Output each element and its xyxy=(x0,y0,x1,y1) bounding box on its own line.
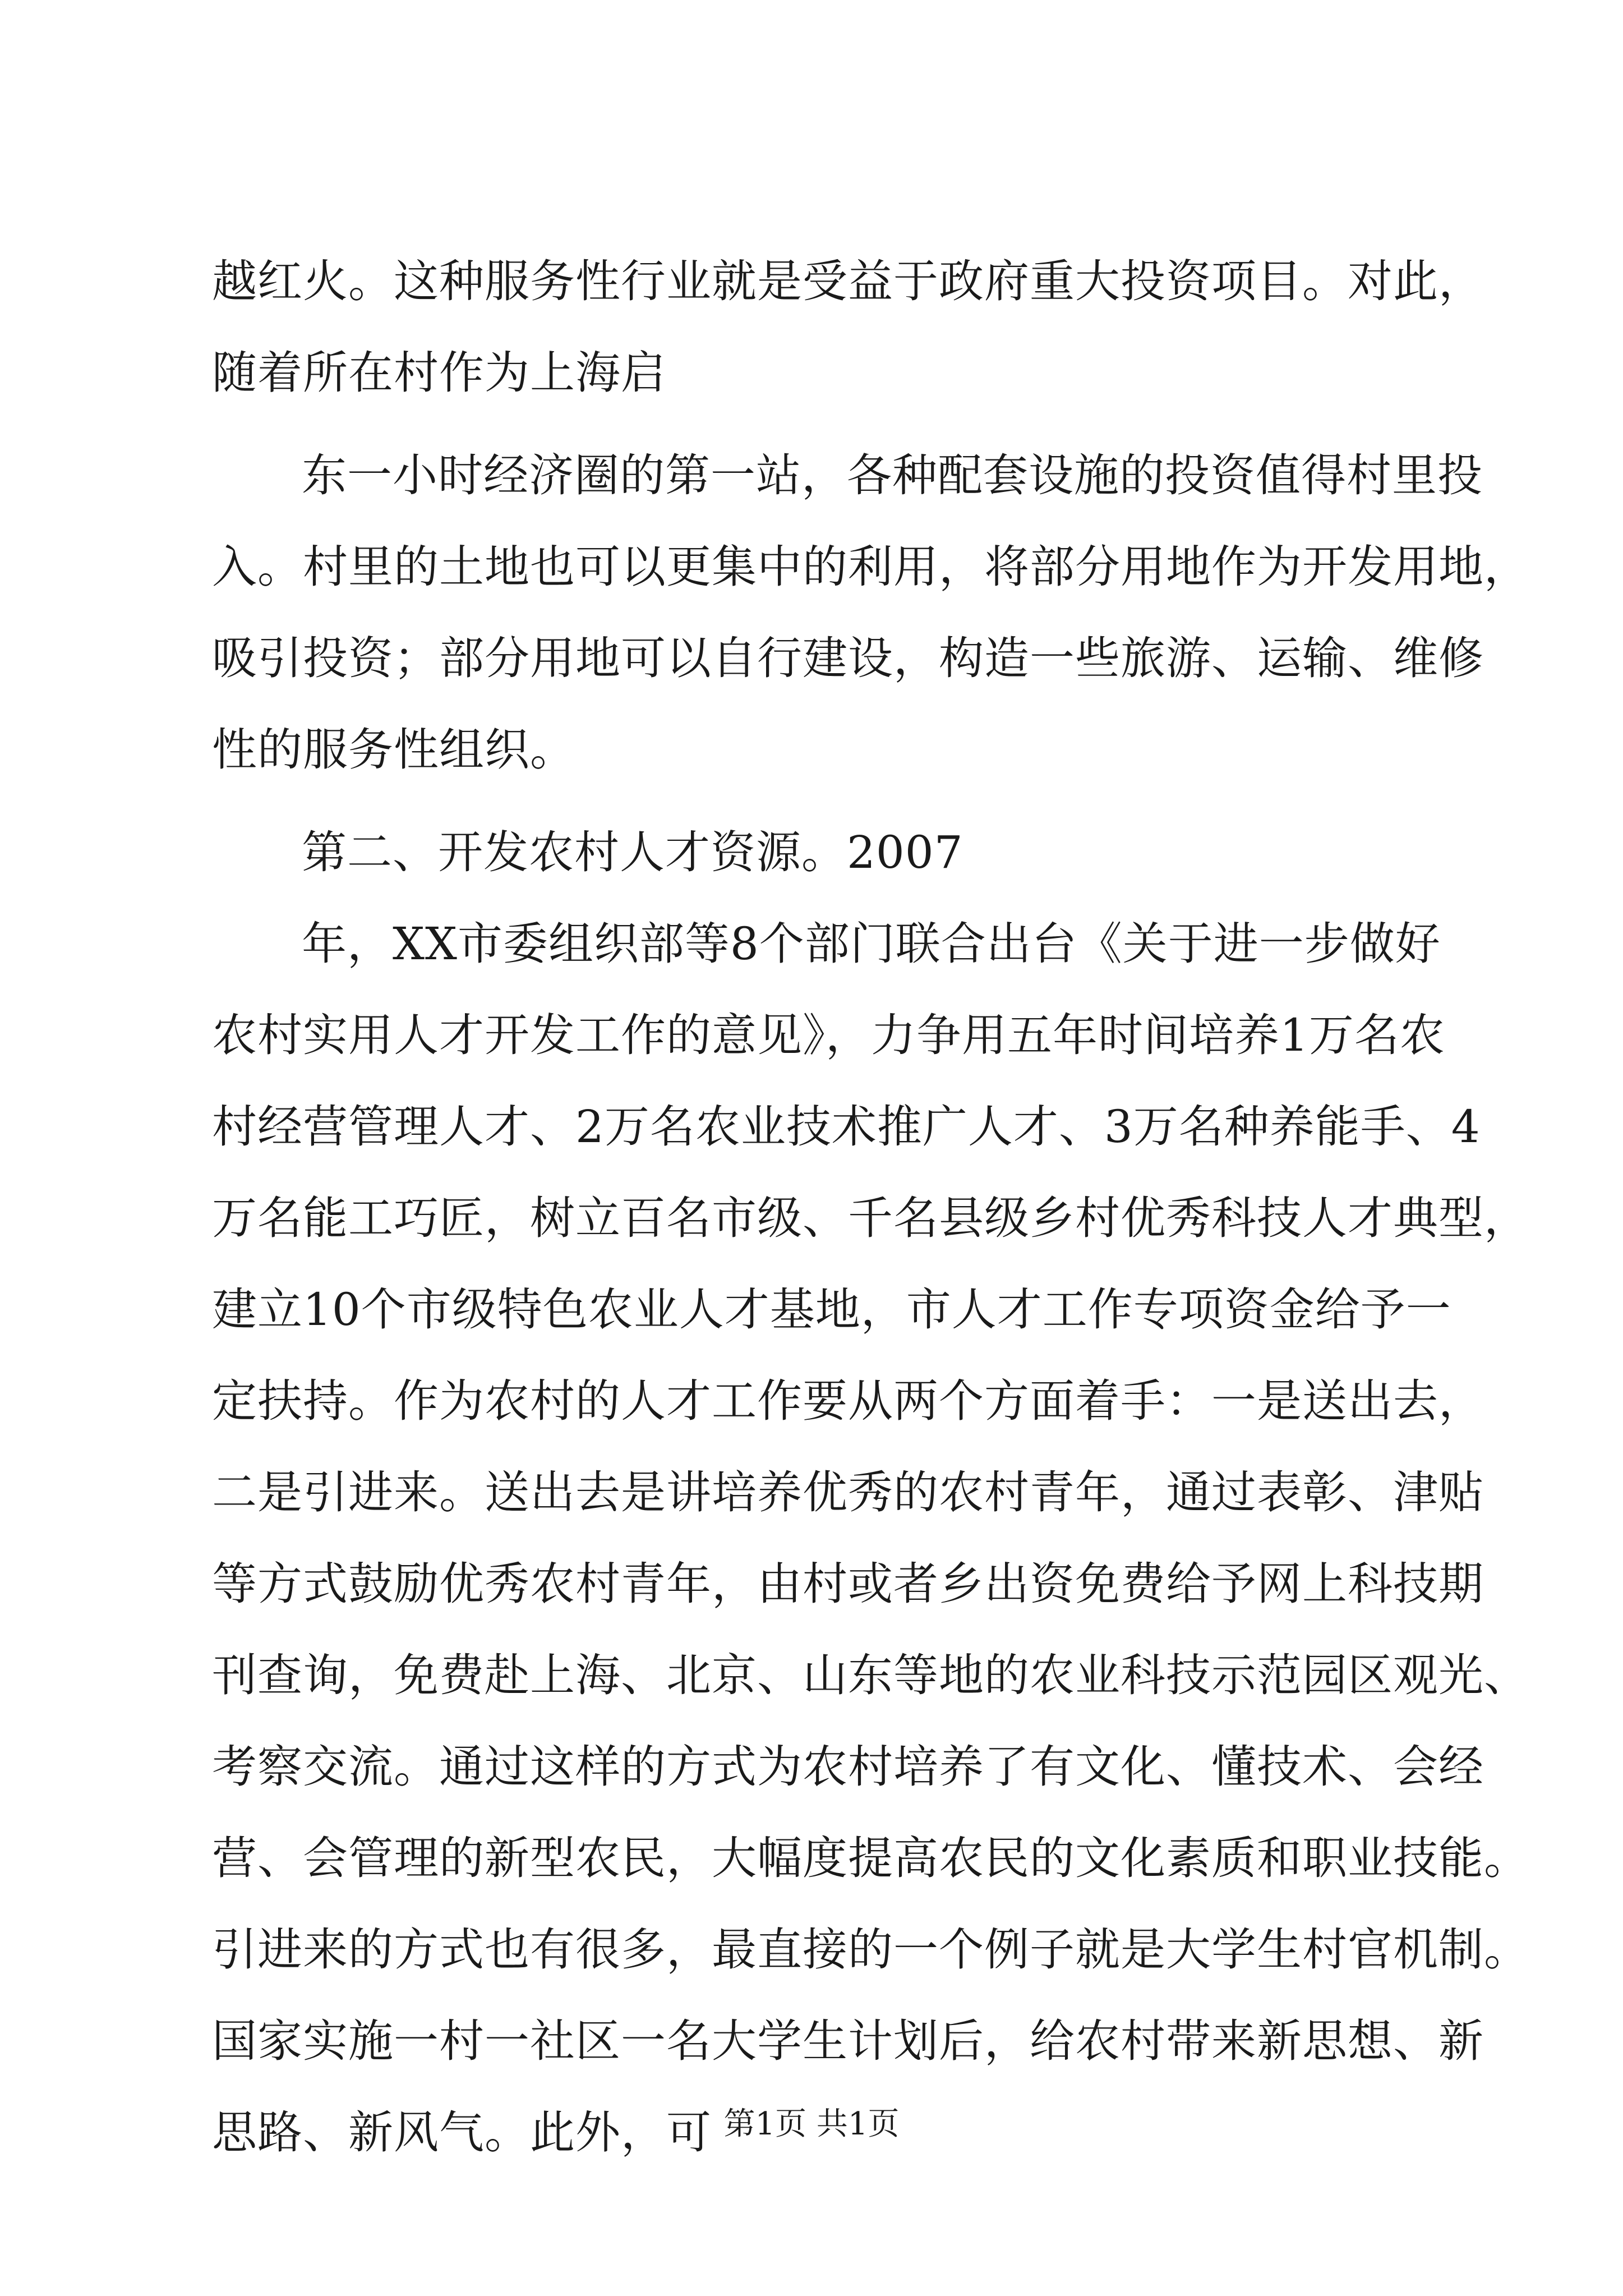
text-line: 定扶持。作为农村的人才工作要从两个方面着手：一是送出去， xyxy=(212,1375,1484,1427)
text-line: 入。村里的土地也可以更集中的利用，将部分用地作为开发用地， xyxy=(212,541,1529,593)
text-line: 农村实用人才开发工作的意见》，力争用五年时间培养1万名农 xyxy=(212,1009,1445,1061)
text-line: 性的服务性组织。 xyxy=(212,724,575,776)
text-line: 吸引投资；部分用地可以自行建设，构造一些旅游、运输、维修 xyxy=(212,632,1484,684)
text-line: 国家实施一村一社区一名大学生计划后，给农村带来新思想、新 xyxy=(212,2015,1484,2067)
text-line: 第二、开发农村人才资源。2007 xyxy=(302,826,963,878)
text-line: 万名能工巧匠，树立百名市级、千名县级乡村优秀科技人才典型， xyxy=(212,1192,1529,1244)
text-line: 刊查询，免费赴上海、北京、山东等地的农业科技示范园区观光、 xyxy=(212,1649,1529,1701)
text-line: 年，XX市委组织部等8个部门联合出台《关于进一步做好 xyxy=(302,918,1441,970)
text-line: 等方式鼓励优秀农村青年，由村或者乡出资免费给予网上科技期 xyxy=(212,1558,1484,1610)
text-line: 随着所在村作为上海启 xyxy=(212,347,666,399)
text-line: 建立10个市级特色农业人才基地，市人才工作专项资金给予一 xyxy=(212,1283,1451,1336)
text-line: 越红火。这种服务性行业就是受益于政府重大投资项目。对此， xyxy=(212,255,1484,307)
text-line: 东一小时经济圈的第一站，各种配套设施的投资值得村里投 xyxy=(302,449,1483,501)
text-line: 二是引进来。送出去是讲培养优秀的农村青年，通过表彰、津贴 xyxy=(212,1466,1484,1519)
text-line: 营、会管理的新型农民，大幅度提高农民的文化素质和职业技能。 xyxy=(212,1832,1529,1884)
page-number-footer: 第1页 共1页 xyxy=(723,2106,900,2142)
text-line: 村经营管理人才、2万名农业技术推广人才、3万名种养能手、4 xyxy=(212,1101,1481,1153)
text-line: 引进来的方式也有很多，最直接的一个例子就是大学生村官机制。 xyxy=(212,1924,1529,1976)
text-line: 考察交流。通过这样的方式为农村培养了有文化、懂技术、会经 xyxy=(212,1741,1484,1793)
text-line: 思路、新风气。此外，可 xyxy=(212,2106,712,2159)
